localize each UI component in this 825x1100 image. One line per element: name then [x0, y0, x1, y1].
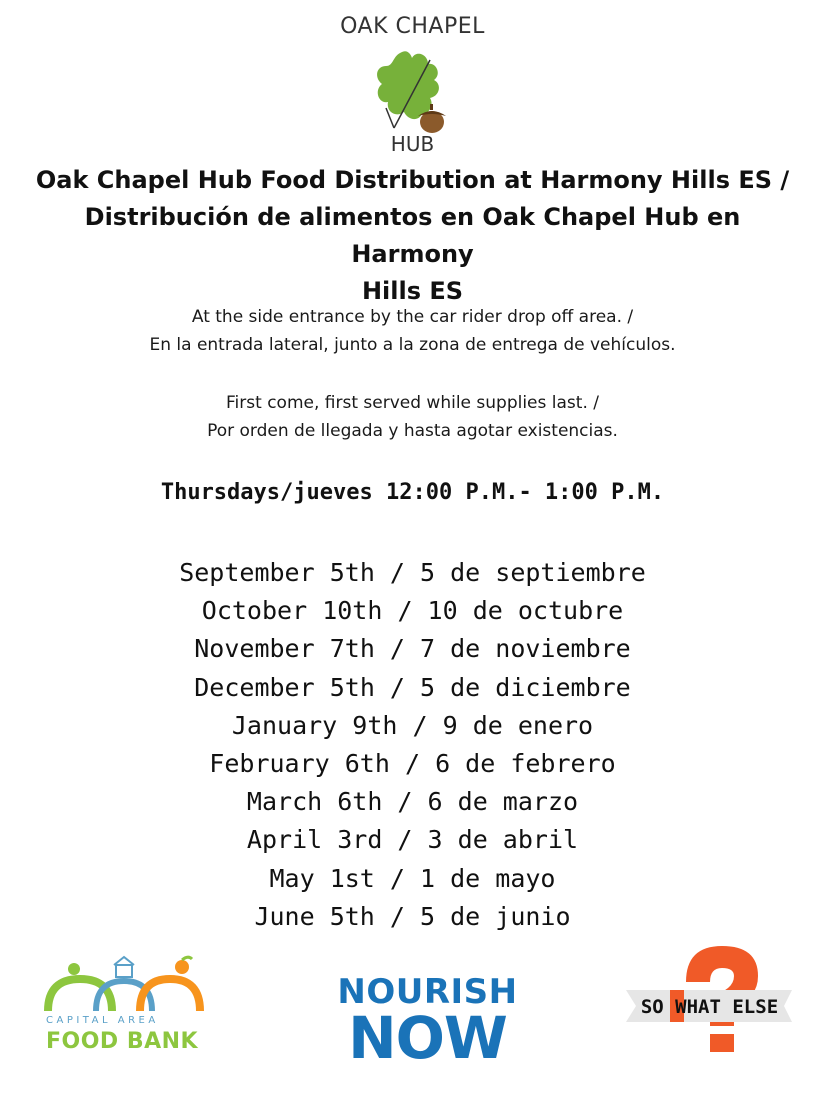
- so-what-else-text: SO WHAT ELSE: [640, 996, 779, 1018]
- list-item: October 10th / 10 de octubre: [201, 596, 624, 626]
- page-title: [20, 162, 805, 310]
- location-en: At the side entrance by the car rider drop off area. /: [191, 307, 634, 327]
- food-bank-arches-icon: [44, 955, 224, 1015]
- location-info: [20, 303, 805, 359]
- list-item: December 5th / 5 de diciembre: [194, 672, 631, 702]
- schedule-time: Thursdays/jueves 12:00 P.M.- 1:00 P.M.: [160, 480, 665, 505]
- nourish-text: NOURISH: [337, 972, 518, 1012]
- list-item: April 3rd / 3 de abril: [246, 825, 579, 855]
- oak-leaf-acorn-icon: [372, 48, 454, 136]
- food-bank-text: FOOD BANK: [46, 1029, 199, 1054]
- nourish-now-logo: [330, 972, 525, 1072]
- logo-org-name-top: OAK CHAPEL: [340, 14, 485, 39]
- oak-chapel-hub-logo: [0, 14, 825, 160]
- distribution-dates-list: [20, 554, 805, 936]
- now-text: NOW: [348, 1004, 507, 1072]
- list-item: January 9th / 9 de enero: [231, 710, 594, 740]
- title-line-2: Distribución de alimentos en Oak Chapel Hub en Harmony: [84, 203, 741, 268]
- list-item: May 1st / 1 de mayo: [269, 863, 556, 893]
- list-item: February 6th / 6 de febrero: [209, 749, 616, 779]
- policy-es: Por orden de llegada y hasta agotar existencias.: [207, 421, 618, 441]
- policy-info: [20, 389, 805, 445]
- title-line-3: Hills ES: [361, 277, 464, 305]
- capital-area-food-bank-logo: [44, 955, 224, 1065]
- so-what-else-logo: [626, 940, 801, 1055]
- location-es: En la entrada lateral, junto a la zona de entrega de vehículos.: [149, 335, 676, 355]
- policy-en: First come, first served while supplies last. /: [226, 393, 599, 413]
- list-item: September 5th / 5 de septiembre: [179, 558, 646, 587]
- list-item: November 7th / 7 de noviembre: [194, 634, 631, 664]
- logo-org-name-bottom: HUB: [390, 132, 435, 156]
- list-item: March 6th / 6 de marzo: [246, 787, 579, 817]
- title-line-1: Oak Chapel Hub Food Distribution at Harmony Hills ES /: [35, 166, 790, 194]
- capital-area-text: CAPITAL AREA: [46, 1015, 159, 1026]
- list-item: June 5th / 5 de junio: [254, 901, 571, 931]
